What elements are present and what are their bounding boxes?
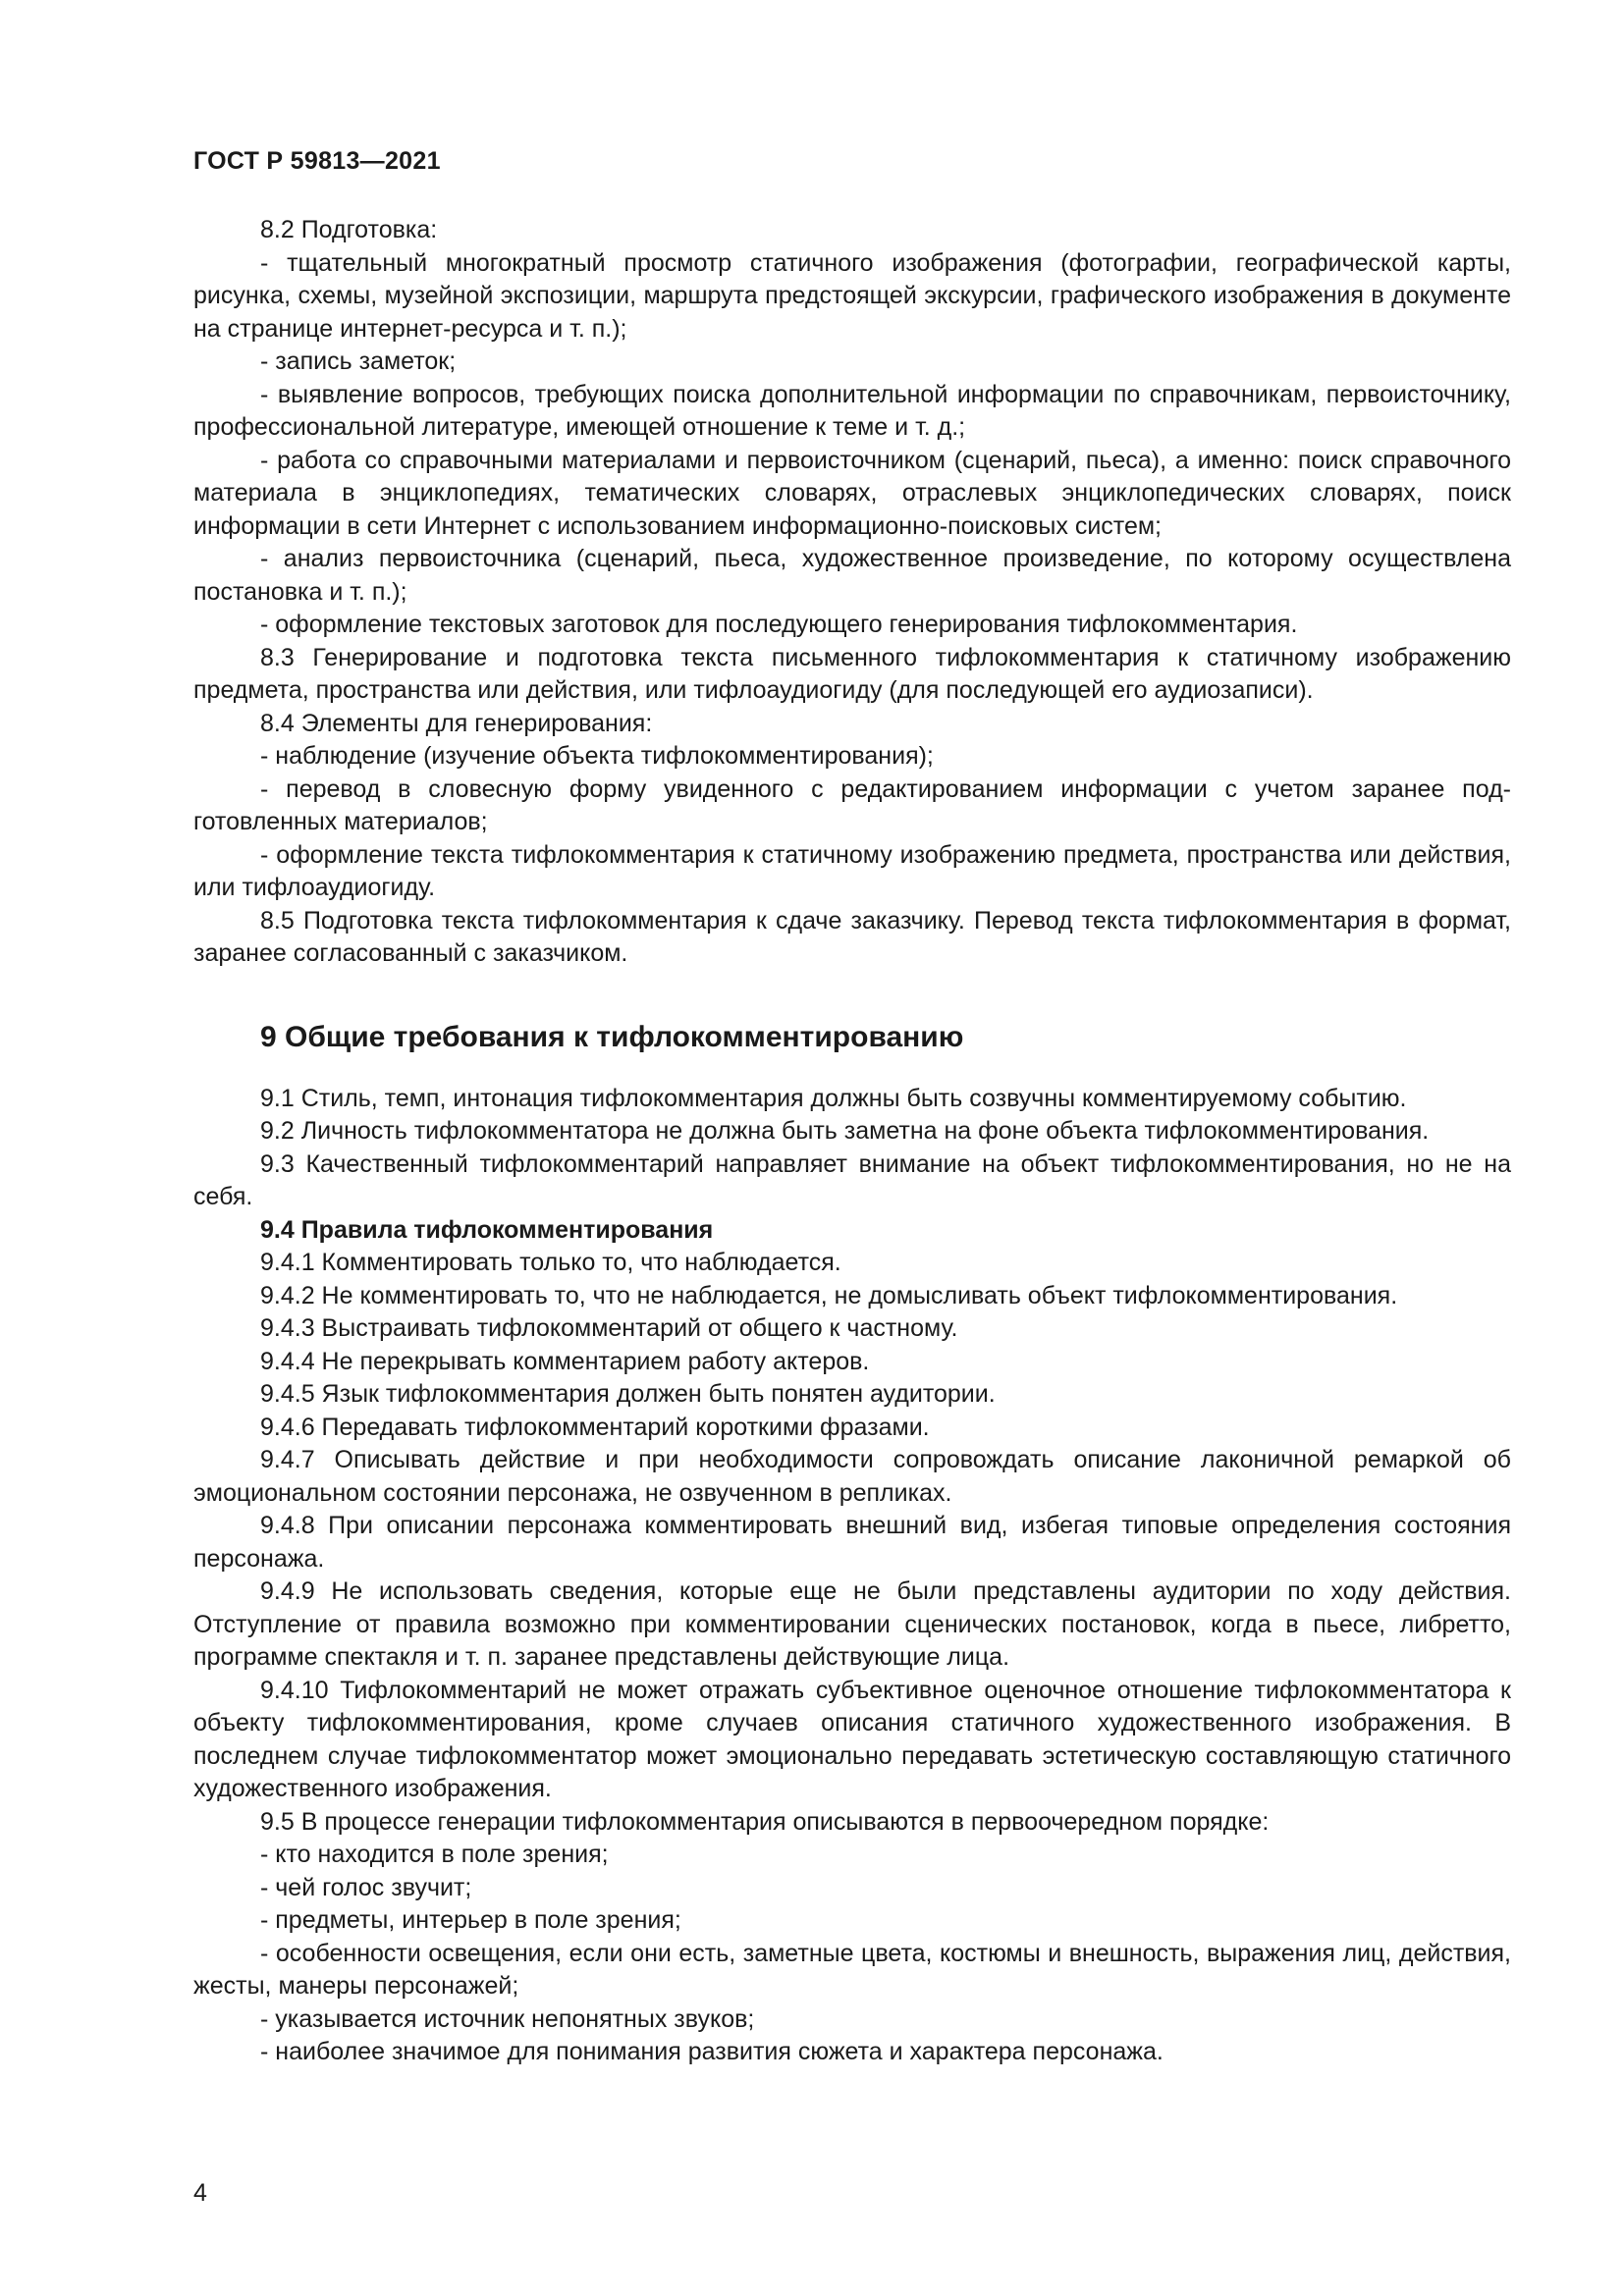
document-header: ГОСТ Р 59813—2021 — [193, 147, 441, 175]
list-item: - особенности освещения, если они есть, заметные цвета, костюмы и внешность, выражения лиц, действия, жесты, манеры персонажей; — [193, 1939, 1511, 2000]
section-heading: 9 Общие требования к тифлокомментированию — [260, 1020, 964, 1053]
paragraph-9-4-4: 9.4.4 Не перекрывать комментарием работу актеров. — [260, 1347, 870, 1375]
list-item: - выявление вопросов, требующих поиска дополнительной информации по справочникам, первоисточнику, профессиональной литературе, имеющей отношение к теме и т. д.; — [193, 380, 1511, 441]
paragraph-8-3: 8.3 Генерирование и подготовка текста письменного тифлокомментария к статичному изображению предмета, пространства или действия, или тифлоаудиогиду (для последующей его аудиозаписи). — [193, 643, 1511, 704]
list-item: - анализ первоисточника (сценарий, пьеса, художественное произведение, по которому осуществлена постановка и т. п.); — [193, 545, 1511, 606]
paragraph-9-4-10: 9.4.10 Тифлокомментарий не может отражать субъективное оценочное отношение тифлокомментатора к объекту тифлокомментирования, кроме случаев описания статичного художественного изображения. В последнем случае тифлокомментатор может эмоционально передавать эстетическую составляющую статичного художественного изображения. — [193, 1676, 1511, 1802]
paragraph-9-3: 9.3 Качественный тифлокомментарий направляет внимание на объект тифлокомментирования, но не на себя. — [193, 1149, 1511, 1210]
subheading-9-4: 9.4 Правила тифлокомментирования — [260, 1215, 714, 1244]
list-item: - оформление текста тифлокомментария к статичному изображению предмета, пространства или действия, или тифлоаудиогиду. — [193, 840, 1511, 901]
paragraph-9-5: 9.5 В процессе генерации тифлокомментария описываются в первоочередном порядке: — [260, 1807, 1270, 1836]
list-item: - указывается источник непонятных звуков; — [260, 2004, 755, 2033]
paragraph-9-4-9: 9.4.9 Не использовать сведения, которые еще не были представлены аудитории по ходу действия. Отступление от правила возможно при комментировании сценических постановок, когда в пьесе, либретто, программе спектакля и т. п. заранее представлены действующие лица. — [193, 1577, 1511, 1671]
list-item: - оформление текстовых заготовок для последующего генерирования тифлокомментария. — [260, 611, 1298, 638]
paragraph-9-1: 9.1 Стиль, темп, интонация тифлокомментария должны быть созвучны комментируемому событию. — [260, 1084, 1407, 1112]
list-item: - перевод в словесную форму увиденного с редактированием информации с учетом заранее подготовленных материалов; — [193, 774, 1511, 835]
list-item: - наиболее значимое для понимания развития сюжета и характера персонажа. — [260, 2038, 1164, 2065]
list-item: - запись заметок; — [260, 347, 457, 375]
paragraph-8-5: 8.5 Подготовка текста тифлокомментария к сдаче заказчику. Перевод текста тифлокомментария в формат, заранее согласованный с заказчиком. — [193, 906, 1511, 967]
list-item: - предметы, интерьер в поле зрения; — [260, 1906, 681, 1934]
list-item: - чей голос звучит; — [260, 1873, 472, 1901]
list-item: - работа со справочными материалами и первоисточником (сценарий, пьеса), а именно: поиск справочного материала в энциклопедиях, тематических словарях, отраслевых энциклопедических словарях, поиск информации в сети Интернет с использованием информационно-поисковых систем; — [193, 446, 1511, 540]
list-item: - наблюдение (изучение объекта тифлокомментирования); — [260, 742, 934, 770]
paragraph-9-4-8: 9.4.8 При описании персонажа комментировать внешний вид, избегая типовые определения состояния персонажа. — [193, 1512, 1511, 1573]
paragraph-8-4: 8.4 Элементы для генерирования: — [260, 709, 653, 737]
document-body — [193, 214, 1511, 2069]
paragraph-9-4-7: 9.4.7 Описывать действие и при необходимости сопровождать описание лаконичной ремаркой об эмоциональном состоянии персонажа, не озвученном в репликах. — [193, 1446, 1511, 1507]
paragraph-8-2: 8.2 Подготовка: — [260, 216, 438, 243]
paragraph-9-4-3: 9.4.3 Выстраивать тифлокомментарий от общего к частному. — [260, 1314, 958, 1342]
paragraph-9-2: 9.2 Личность тифлокомментатора не должна быть заметна на фоне объекта тифлокомментирования. — [260, 1117, 1430, 1145]
paragraph-9-4-6: 9.4.6 Передавать тифлокомментарий короткими фразами. — [260, 1413, 930, 1441]
paragraph-9-4-5: 9.4.5 Язык тифлокомментария должен быть понятен аудитории. — [260, 1380, 996, 1408]
list-item: - тщательный многократный просмотр статичного изображения (фотографии, географической карты, рисунка, схемы, музейной экспозиции, маршрута предстоящей экскурсии, графического изображения в документе на странице интернет-ресурса и т. п.); — [193, 248, 1511, 343]
paragraph-9-4-2: 9.4.2 Не комментировать то, что не наблюдается, не домысливать объект тифлокомментирования. — [260, 1281, 1398, 1309]
paragraph-9-4-1: 9.4.1 Комментировать только то, что наблюдается. — [260, 1249, 841, 1276]
page-number: 4 — [193, 2179, 207, 2207]
list-item: - кто находится в поле зрения; — [260, 1841, 609, 1868]
